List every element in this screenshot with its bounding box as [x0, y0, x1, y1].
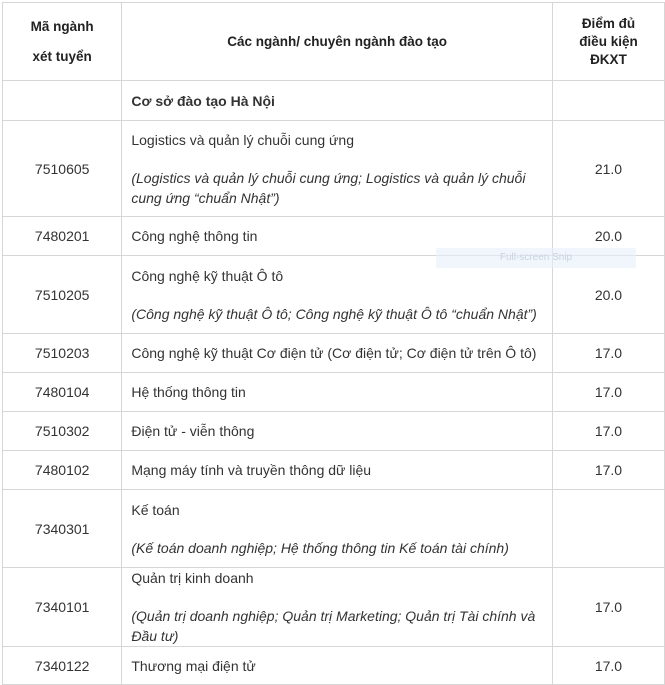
header-score-line1: Điểm đủ: [581, 15, 636, 31]
spacer: [131, 150, 543, 168]
table-row: [3, 412, 665, 451]
program-code: 7340301: [3, 490, 122, 568]
section-score-cell: [552, 81, 664, 121]
section-row: [3, 81, 665, 121]
program-name: Logistics và quản lý chuỗi cung ứng: [131, 131, 354, 148]
program-name: Công nghệ kỹ thuật Ô tô: [131, 267, 284, 284]
program-score: 17.0: [552, 647, 664, 685]
header-score-line3: ĐKXT: [590, 51, 627, 67]
program-code: 7510605: [3, 121, 122, 217]
table-header-row: [3, 3, 665, 81]
program-name: Công nghệ kỹ thuật Cơ điện tử (Cơ điện tử; Cơ điện tử trên Ô tô): [131, 345, 537, 361]
table-row: [3, 647, 665, 685]
program-name-cell: [122, 451, 553, 490]
section-title: Cơ sở đào tạo Hà Nội: [122, 81, 553, 121]
program-code: 7480201: [3, 217, 122, 256]
program-name-cell: [122, 412, 553, 451]
program-specializations: (Công nghệ kỹ thuật Ô tô; Công nghệ kỹ thuật Ô tô “chuẩn Nhật”): [131, 305, 537, 322]
program-code: 7510302: [3, 412, 122, 451]
program-code: 7480102: [3, 451, 122, 490]
program-score: 21.0: [552, 121, 664, 217]
program-name-cell: [122, 373, 553, 412]
spacer: [131, 588, 543, 606]
program-code: 7340122: [3, 647, 122, 685]
program-name: Mạng máy tính và truyền thông dữ liệu: [131, 462, 372, 478]
program-name: Thương mại điện tử: [131, 657, 256, 674]
program-score: 17.0: [552, 373, 664, 412]
program-score: 17.0: [552, 412, 664, 451]
program-name: Điện tử - viễn thông: [131, 423, 255, 439]
program-name: Quản trị kinh doanh: [131, 570, 254, 586]
spacer: [131, 520, 543, 538]
program-score: 17.0: [552, 334, 664, 373]
table-row: [3, 121, 665, 217]
table-row: [3, 568, 665, 647]
program-specializations: (Kế toán doanh nghiệp; Hệ thống thông tin Kế toán tài chính): [131, 539, 509, 556]
header-code-line1: Mã ngành: [30, 18, 94, 34]
program-name-cell: [122, 568, 553, 647]
program-code: 7510205: [3, 256, 122, 334]
header-score-line2: điều kiện: [579, 33, 638, 49]
program-score: 17.0: [552, 568, 664, 647]
spacer: [131, 286, 543, 304]
program-score: [552, 490, 664, 568]
program-name-cell: [122, 490, 553, 568]
header-major: Các ngành/ chuyên ngành đào tạo: [122, 3, 553, 81]
program-name-cell: [122, 334, 553, 373]
table-row: [3, 451, 665, 490]
table-row: [3, 373, 665, 412]
program-specializations: (Logistics và quản lý chuỗi cung ứng; Logistics và quản lý chuỗi cung ứng “chuẩn Nhật”): [131, 169, 526, 206]
program-code: 7480104: [3, 373, 122, 412]
program-name-cell: [122, 121, 553, 217]
header-code-line2: xét tuyển: [32, 48, 92, 64]
program-score: 17.0: [552, 451, 664, 490]
table-row: [3, 334, 665, 373]
snip-overlay: Full-screen Snip: [436, 248, 636, 268]
admission-score-table: [2, 2, 665, 685]
program-score: 20.0: [552, 256, 664, 334]
program-code: 7340101: [3, 568, 122, 647]
program-score: 20.0: [552, 217, 664, 256]
section-code-cell: [3, 81, 122, 121]
program-name: Hệ thống thông tin: [131, 384, 246, 400]
program-name: Công nghệ thông tin: [131, 228, 258, 244]
header-code: [3, 3, 122, 81]
program-name: Kế toán: [131, 501, 180, 518]
program-name-cell: [122, 647, 553, 685]
table-row: [3, 490, 665, 568]
program-code: 7510203: [3, 334, 122, 373]
program-specializations: (Quản trị doanh nghiệp; Quản trị Marketing; Quản trị Tài chính và Đầu tư): [131, 608, 536, 644]
header-score: [552, 3, 664, 81]
